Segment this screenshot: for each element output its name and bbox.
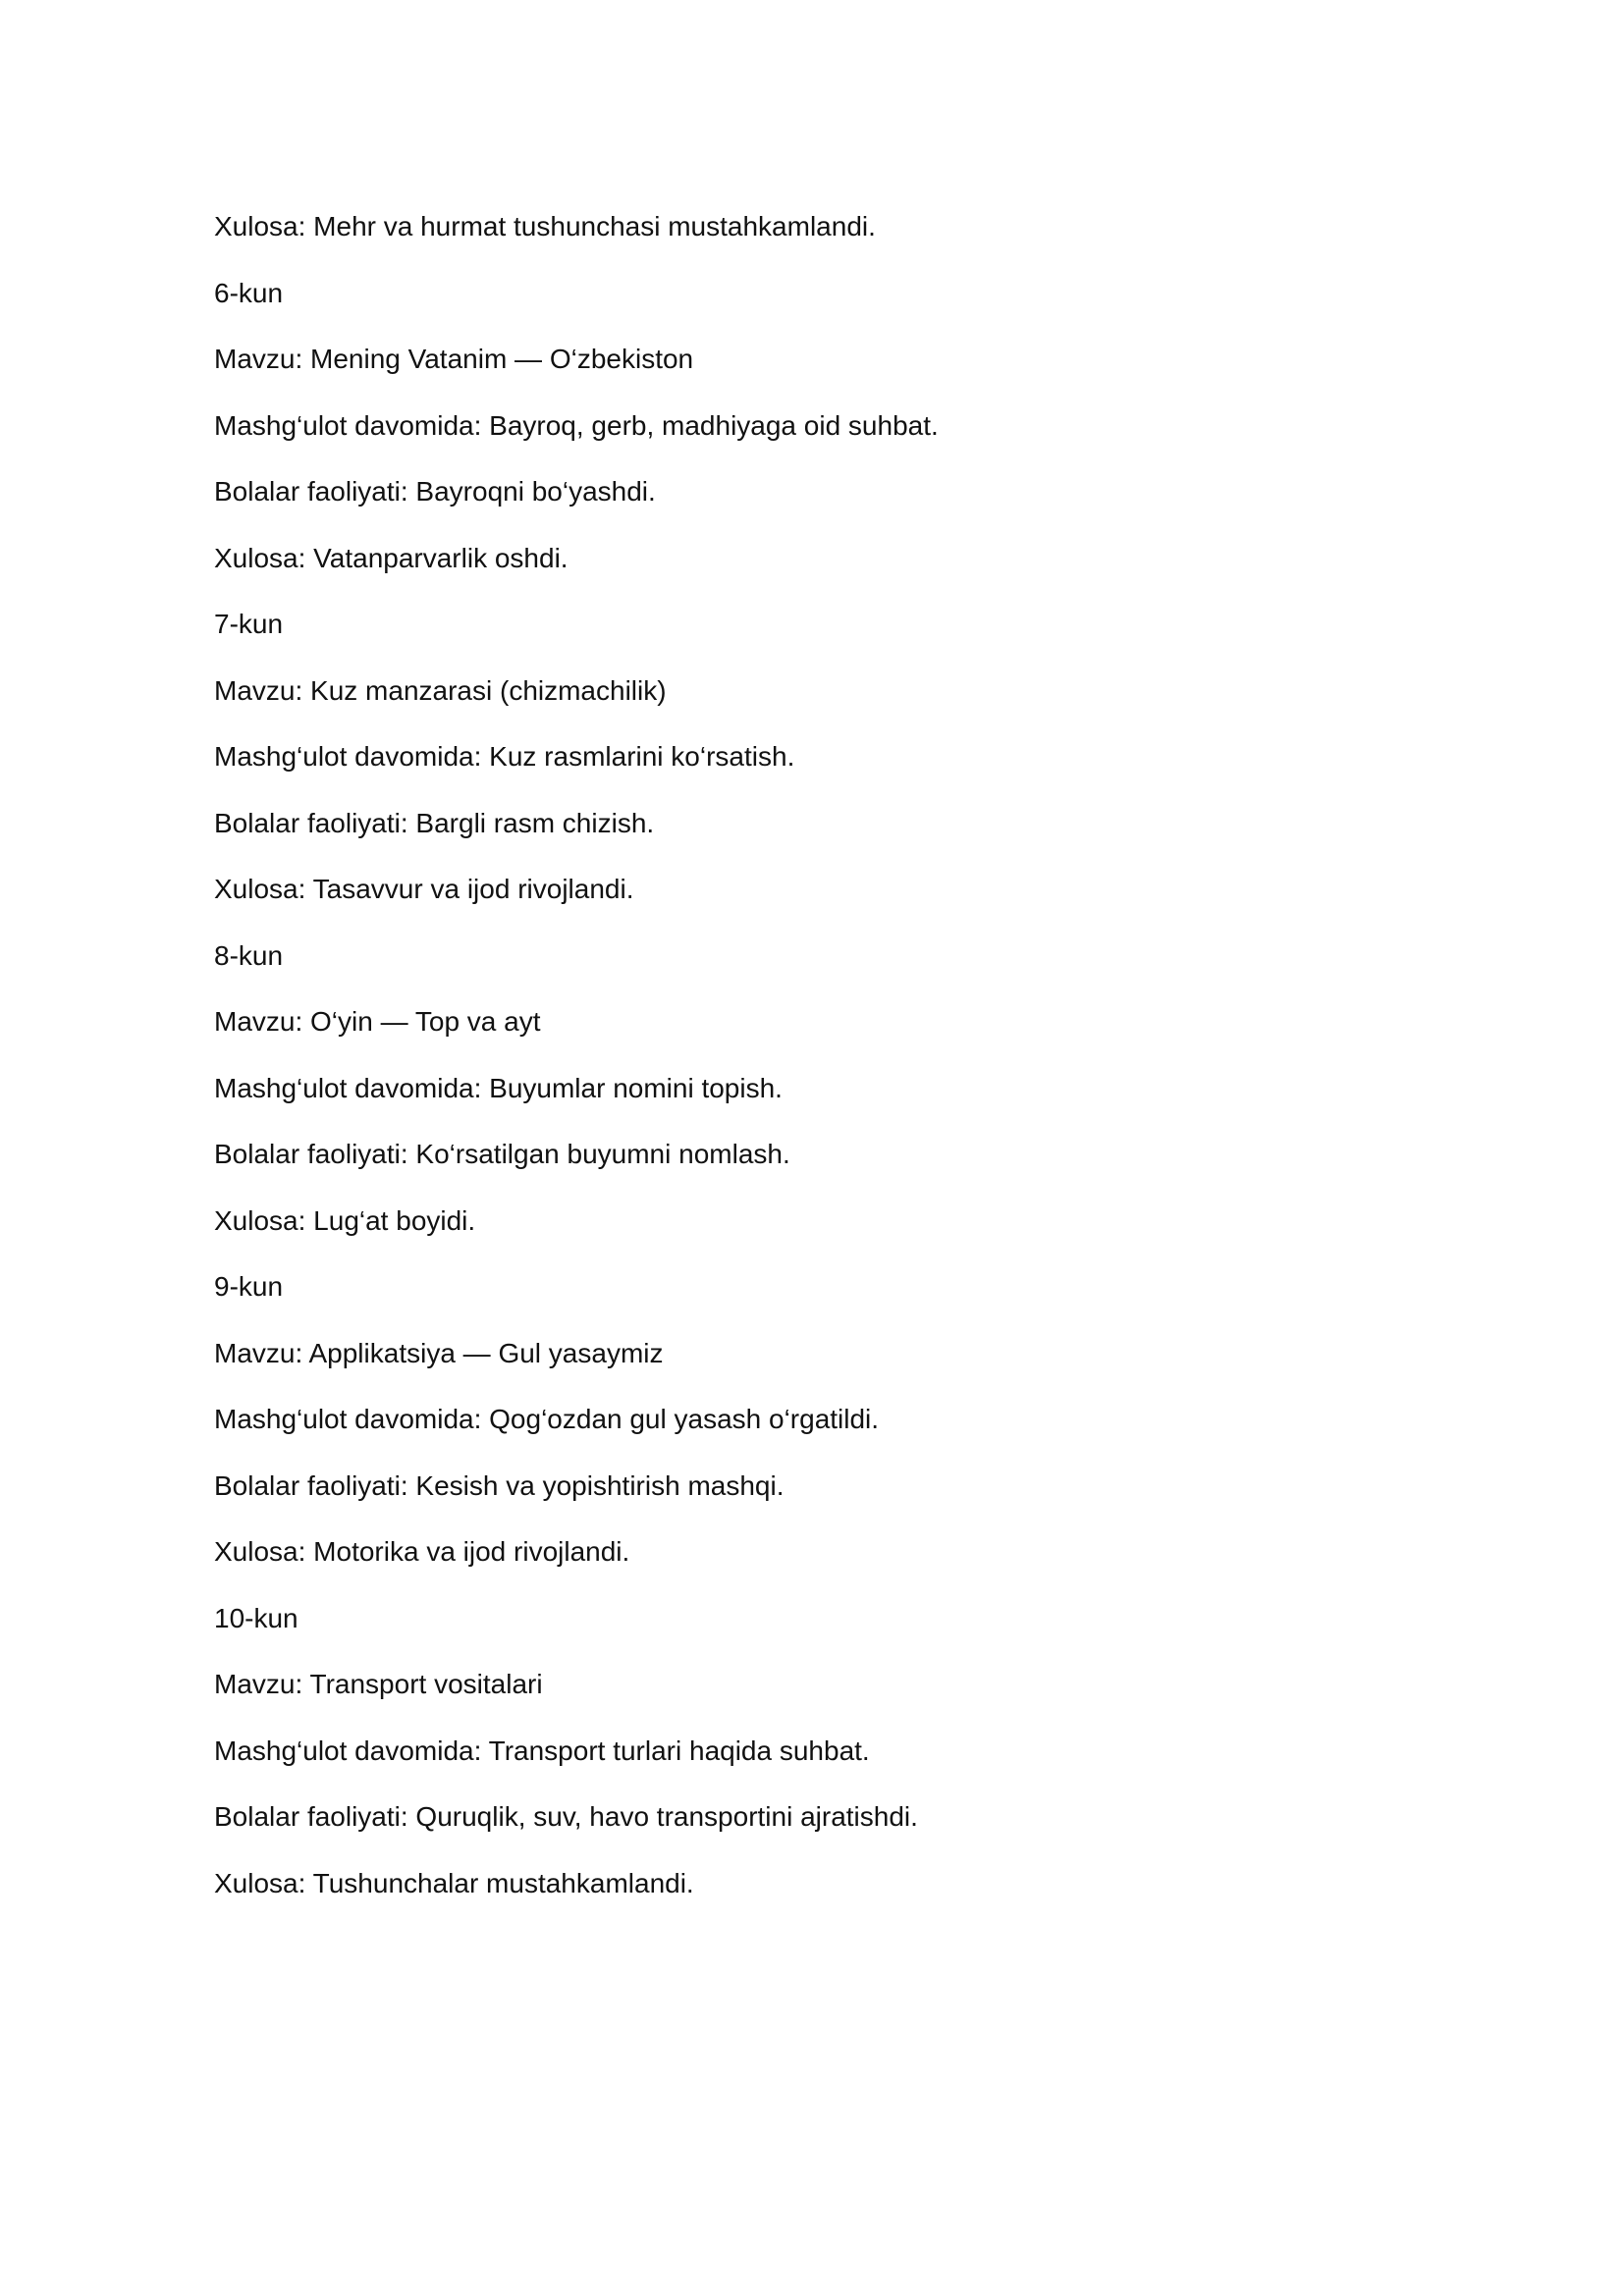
day-section-6: [214, 277, 1410, 575]
day-heading: 9-kun: [214, 1271, 284, 1302]
activity-line: Bolalar faoliyati: Quruqlik, suv, havo transportini ajratishdi.: [214, 1801, 918, 1832]
day-section-7: [214, 608, 1410, 906]
day-heading: 6-kun: [214, 277, 284, 308]
lesson-line: Mashg‘ulot davomida: Bayroq, gerb, madhiyaga oid suhbat.: [214, 409, 939, 441]
day-section-8: [214, 939, 1410, 1238]
lesson-line: Mashg‘ulot davomida: Kuz rasmlarini ko‘rsatish.: [214, 741, 795, 772]
conclusion-line: Xulosa: Tasavvur va ijod rivojlandi.: [214, 874, 634, 904]
activity-line: Bolalar faoliyati: Bayroqni bo‘yashdi.: [214, 476, 656, 507]
conclusion-line: Xulosa: Motorika va ijod rivojlandi.: [214, 1536, 630, 1567]
conclusion-line: Xulosa: Tushunchalar mustahkamlandi.: [214, 1867, 694, 1898]
topic-line: Mavzu: Transport vositalari: [214, 1669, 543, 1699]
day-heading: 8-kun: [214, 939, 284, 971]
topic-line: Mavzu: Kuz manzarasi (chizmachilik): [214, 674, 667, 706]
day-heading: 10-kun: [214, 1602, 298, 1633]
topic-line: Mavzu: Mening Vatanim — O‘zbekiston: [214, 344, 694, 374]
activity-line: Bolalar faoliyati: Ko‘rsatilgan buyumni nomlash.: [214, 1139, 790, 1169]
topic-line: Mavzu: O‘yin — Top va ayt: [214, 1006, 541, 1037]
document-content: [214, 210, 1410, 1933]
conclusion-line: Xulosa: Vatanparvarlik oshdi.: [214, 542, 568, 573]
topic-line: Mavzu: Applikatsiya — Gul yasaymiz: [214, 1337, 664, 1368]
lesson-line: Mashg‘ulot davomida: Qog‘ozdan gul yasash o‘rgatildi.: [214, 1404, 880, 1434]
day-heading: 7-kun: [214, 609, 284, 639]
lesson-line: Mashg‘ulot davomida: Transport turlari haqida suhbat.: [214, 1735, 870, 1766]
intro-conclusion-line: Xulosa: Mehr va hurmat tushunchasi mustahkamlandi.: [214, 211, 876, 241]
day-section-9: [214, 1270, 1410, 1569]
activity-line: Bolalar faoliyati: Kesish va yopishtirish mashqi.: [214, 1469, 785, 1501]
lesson-line: Mashg‘ulot davomida: Buyumlar nomini topish.: [214, 1072, 783, 1103]
day-section-10: [214, 1602, 1410, 1900]
activity-line: Bolalar faoliyati: Bargli rasm chizish.: [214, 807, 655, 838]
conclusion-line: Xulosa: Lug‘at boyidi.: [214, 1204, 476, 1236]
